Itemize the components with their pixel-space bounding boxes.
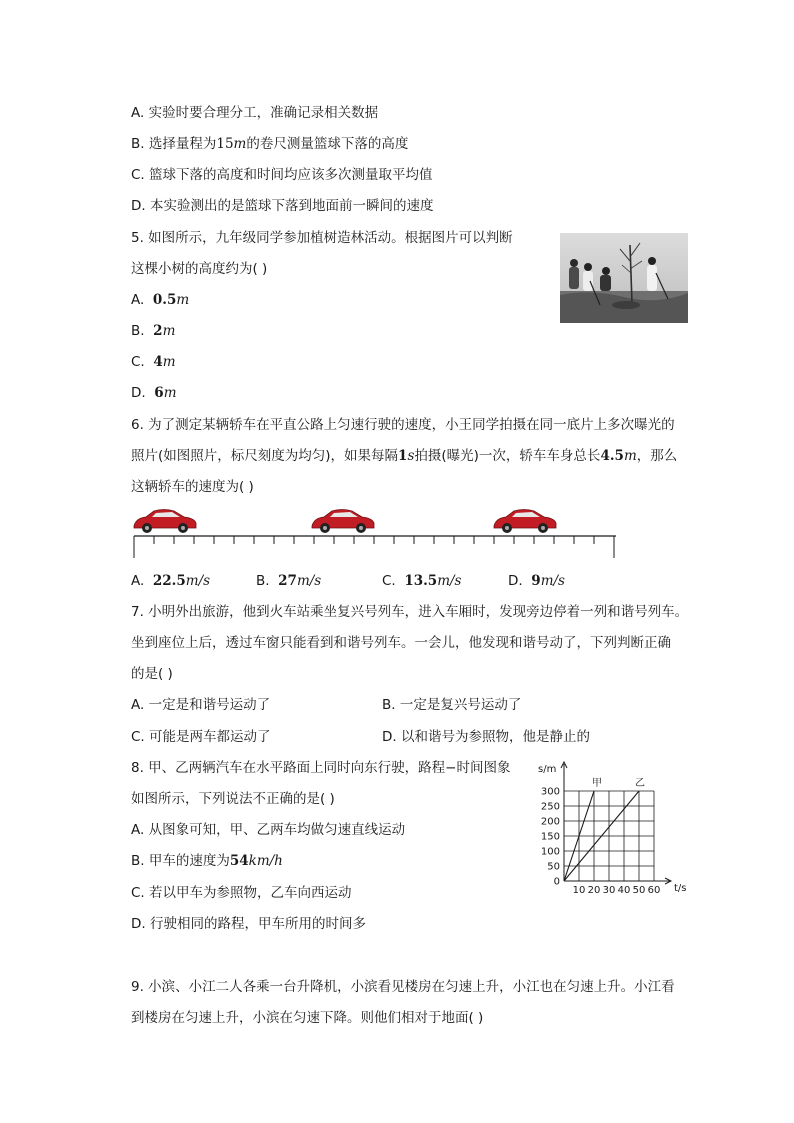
q5-option-a: A. 0.5m (131, 292, 190, 308)
x-tick-label: 30 (602, 885, 616, 896)
q5-option-b: B. 2m (131, 323, 176, 339)
car-ruler-figure (128, 500, 628, 562)
q4-option-d: D. 本实验测出的是篮球下落到地面前一瞬间的速度 (131, 198, 434, 214)
y-tick-label: 300 (540, 786, 560, 798)
q9-stem-line2: 到楼房在匀速上升，小滨在匀速下降。则他们相对于地面( ) (131, 1010, 484, 1026)
ruler-ticks (134, 536, 614, 558)
y-tick-labels (541, 787, 560, 888)
q8-stem-line2: 如图所示，下列说法不正确的是( ) (131, 791, 335, 807)
q6-stem-line3: 这辆轿车的速度为( ) (131, 479, 254, 495)
q4-option-a: A. 实验时要合理分工，准确记录相关数据 (131, 105, 379, 121)
q8-option-a: A. 从图象可知，甲、乙两车均做匀速直线运动 (131, 822, 406, 838)
q8-option-d: D. 行驶相同的路程，甲车所用的时间多 (131, 916, 366, 932)
car-icon (494, 510, 556, 534)
q5-stem-line1: 5. 如图所示，九年级同学参加植树造林活动。根据图片可以判断 (131, 230, 513, 246)
q7-option-b: B. 一定是复兴号运动了 (382, 697, 522, 713)
q6-option-c: C. 13.5m/s (382, 573, 462, 589)
q7-option-a: A. 一定是和谐号运动了 (131, 697, 271, 713)
x-tick-label: 20 (587, 885, 601, 896)
q8-stem-line1: 8. 甲、乙两辆汽车在水平路面上同时向东行驶，路程−时间图象 (131, 760, 511, 776)
y-tick-label: 100 (540, 846, 560, 858)
q6-stem-line1: 6. 为了测定某辆轿车在平直公路上匀速行驶的速度，小王同学拍摄在同一底片上多次曝光的 (131, 417, 675, 433)
x-tick-labels (573, 885, 661, 896)
q5-stem-line2: 这棵小树的高度约为( ) (131, 261, 268, 277)
series-label: 甲 (592, 778, 602, 789)
q4-option-c: C. 篮球下落的高度和时间均应该多次测量取平均值 (131, 167, 433, 183)
car-icon (312, 510, 374, 534)
y-axis-label: s/m (538, 764, 557, 775)
q4-option-b-number: 15 (216, 136, 234, 152)
q5-option-d: D. 6m (131, 385, 177, 401)
q4-option-b: B. 选择量程为15m的卷尺测量篮球下落的高度 (131, 136, 409, 152)
y-tick-label: 200 (540, 816, 560, 828)
x-axis-label: t/s (674, 883, 687, 894)
distance-time-graph (532, 758, 702, 898)
q7-stem-line3: 的是( ) (131, 666, 173, 682)
x-tick-label: 40 (617, 885, 631, 896)
tree-planting-photo (560, 233, 688, 323)
series-label: 乙 (635, 778, 645, 789)
x-tick-label: 10 (572, 885, 586, 896)
q6-stem-line2: 照片(如图照片，标尺刻度为均匀)，如果每隔1s拍摄(曝光)一次，轿车车身总长4.5m，那么 (131, 448, 678, 464)
x-tick-label: 60 (647, 885, 661, 896)
q7-option-c: C. 可能是两车都运动了 (131, 729, 271, 745)
y-tick-label: 50 (547, 861, 560, 873)
q5-option-c: C. 4m (131, 354, 176, 370)
q7-option-d: D. 以和谐号为参照物，他是静止的 (382, 729, 590, 745)
q8-option-b: B. 甲车的速度为54km/h (131, 853, 283, 869)
q6-option-b: B. 27m/s (256, 573, 322, 589)
q7-stem-line1: 7. 小明外出旅游，他到火车站乘坐复兴号列车，进入车厢时，发现旁边停着一列和谐号列车。 (131, 604, 689, 620)
q7-stem-line2: 坐到座位上后，透过车窗只能看到和谐号列车。一会儿，他发现和谐号动了，下列判断正确 (131, 635, 671, 651)
q6-option-d: D. 9m/s (508, 573, 565, 589)
y-tick-label: 250 (540, 801, 560, 813)
q8-option-c: C. 若以甲车为参照物，乙车向西运动 (131, 885, 352, 901)
y-tick-label: 150 (540, 831, 560, 843)
series-labels (592, 777, 645, 789)
y-tick-label: 0 (553, 876, 560, 888)
x-tick-label: 50 (632, 885, 646, 896)
q6-option-a: A. 22.5m/s (131, 573, 211, 589)
graph-grid (564, 791, 654, 881)
q9-stem-line1: 9. 小滨、小江二人各乘一台升降机，小滨看见楼房在匀速上升，小江也在匀速上升。小江看 (131, 979, 675, 995)
car-icon (134, 510, 196, 534)
